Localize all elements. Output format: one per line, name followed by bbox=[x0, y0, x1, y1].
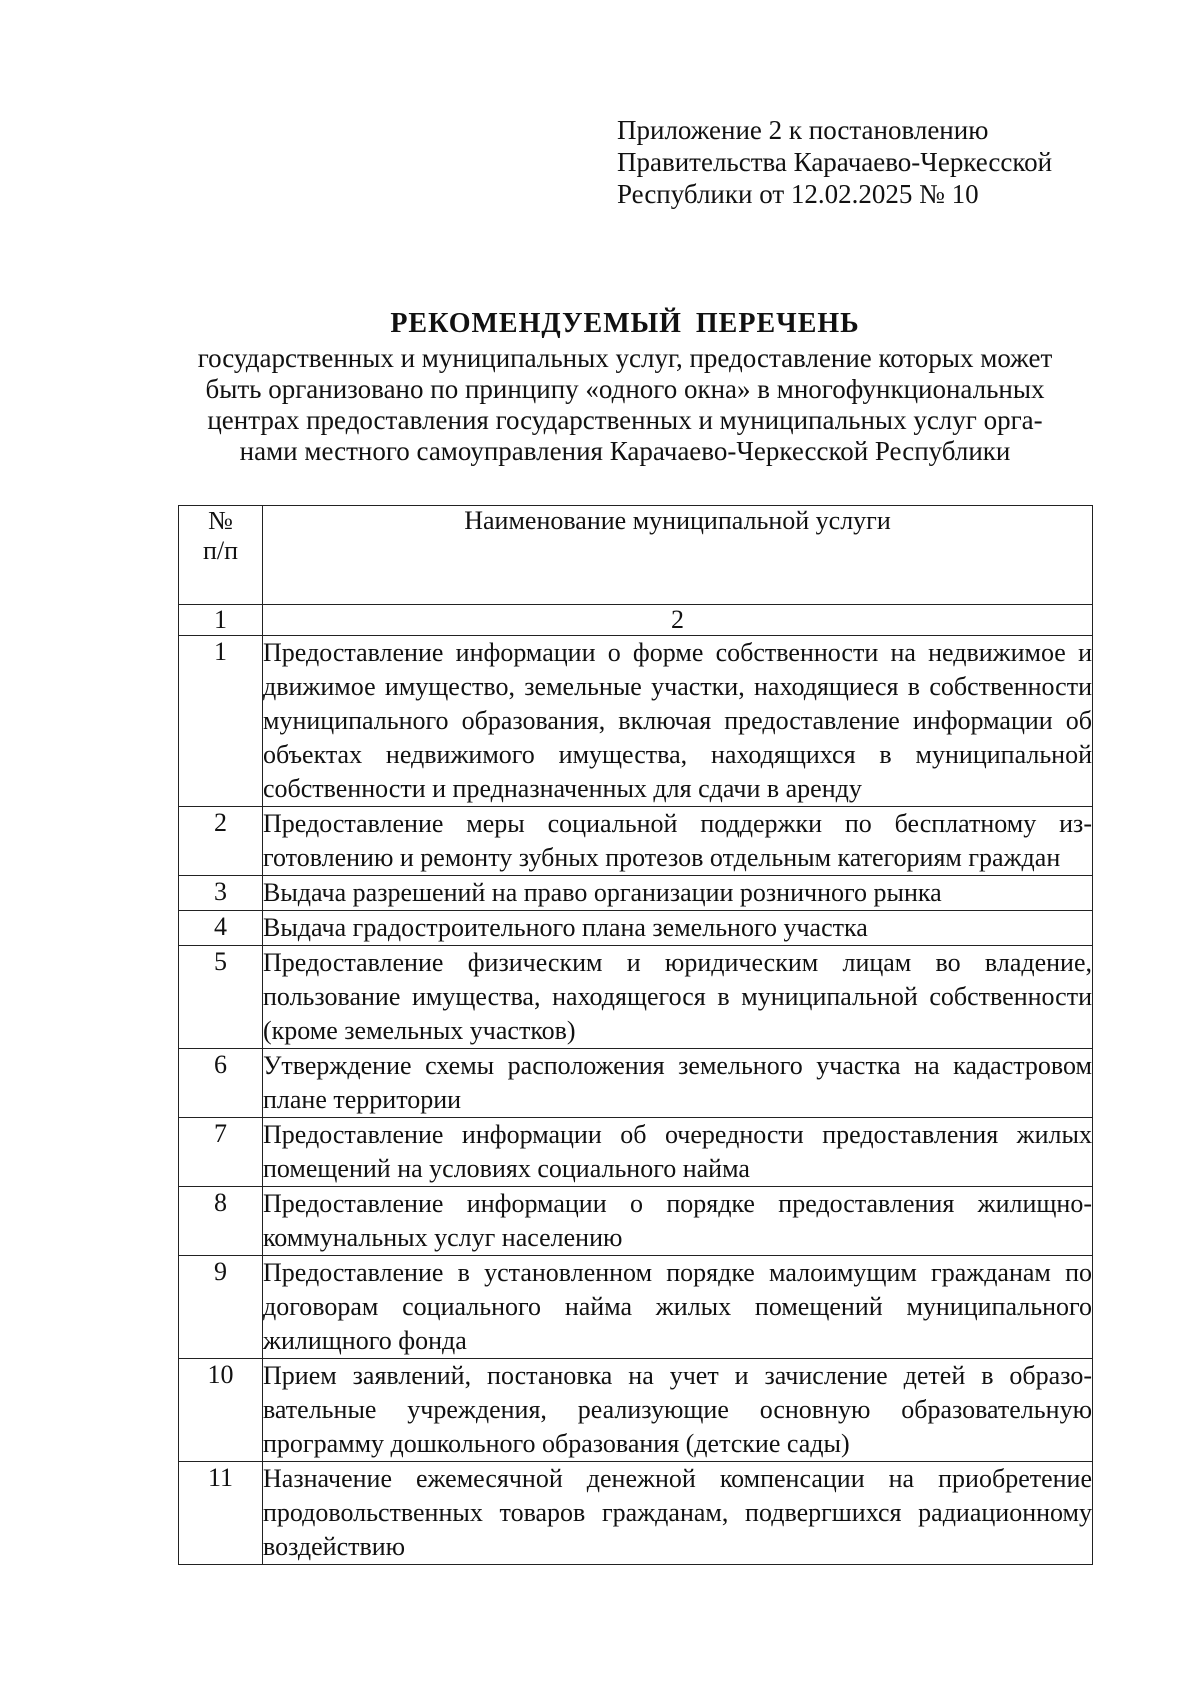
row-number: 9 bbox=[179, 1256, 263, 1359]
table-row bbox=[179, 876, 1093, 911]
table-row bbox=[179, 1256, 1093, 1359]
row-service-name: Предоставление в установленном порядке малоимущим гражданам по договорам социального найма жилых помещений муниципального жилищного фонда bbox=[263, 1256, 1093, 1359]
row-service-name: Предоставление меры социальной поддержки по бесплатному изготовлению и ремонту зубных протезов отдельным категориям граждан bbox=[263, 807, 1093, 876]
subtitle-line: центрах предоставления государственных и муниципальных услуг орга- bbox=[207, 405, 1043, 435]
header-service-name: Наименование муниципальной услуги bbox=[263, 506, 1093, 605]
header-number-abbrev: п/п bbox=[202, 536, 239, 565]
row-service-name: Выдача градостроительного плана земельного участка bbox=[263, 911, 1093, 946]
row-service-name: Предоставление информации о порядке предоставления жилищно-коммунальных услуг населению bbox=[263, 1187, 1093, 1256]
annex-reference bbox=[617, 114, 1137, 210]
annex-line: Республики от 12.02.2025 № 10 bbox=[617, 179, 979, 209]
annex-line: Правительства Карачаево-Черкесской bbox=[617, 147, 1053, 177]
row-service-name: Назначение ежемесячной денежной компенсации на приобретение продовольственных товаров гражданам, подвергшихся радиационному воздействию bbox=[263, 1462, 1093, 1565]
table-row bbox=[179, 1359, 1093, 1462]
table-row bbox=[179, 911, 1093, 946]
table-row bbox=[179, 946, 1093, 1049]
row-service-name: Предоставление информации о форме собственности на недвижимое и движимое имущество, земельные участки, находящиеся в собственности муниципального образования, включая предоставление информации об объектах недвижимого имущества, находящихся в муниципальной собственности и предназначенных для сдачи в аренду bbox=[263, 636, 1093, 807]
row-number: 4 bbox=[179, 911, 263, 946]
header-number bbox=[179, 506, 263, 605]
row-number: 7 bbox=[179, 1118, 263, 1187]
row-number: 10 bbox=[179, 1359, 263, 1462]
row-number: 11 bbox=[179, 1462, 263, 1565]
column-number-row bbox=[179, 605, 1093, 636]
row-number: 2 bbox=[179, 807, 263, 876]
row-service-name: Выдача разрешений на право организации розничного рынка bbox=[263, 876, 1093, 911]
table-header-row bbox=[179, 506, 1093, 605]
row-number: 3 bbox=[179, 876, 263, 911]
services-table bbox=[178, 505, 1093, 1565]
row-service-name: Утверждение схемы расположения земельного участка на кадастровом плане территории bbox=[263, 1049, 1093, 1118]
row-number: 5 bbox=[179, 946, 263, 1049]
document-title: РЕКОМЕНДУЕМЫЙ ПЕРЕЧЕНЬ bbox=[390, 308, 860, 339]
row-service-name: Предоставление физическим и юридическим лицам во владение, пользование имущества, находящегося в муниципальной собственности (кроме земельных участков) bbox=[263, 946, 1093, 1049]
title-block bbox=[170, 307, 1080, 467]
annex-line: Приложение 2 к постановлению bbox=[617, 115, 989, 145]
subtitle-line: быть организовано по принципу «одного окна» в многофункциональных bbox=[205, 374, 1045, 404]
document-subtitle bbox=[170, 343, 1080, 467]
header-number-symbol: № bbox=[208, 506, 233, 535]
row-number: 1 bbox=[179, 636, 263, 807]
row-service-name: Прием заявлений, постановка на учет и зачисление детей в образовательные учреждения, реализующие основную образовательную программу дошкольного образования (детские сады) bbox=[263, 1359, 1093, 1462]
row-number: 6 bbox=[179, 1049, 263, 1118]
table-row bbox=[179, 1187, 1093, 1256]
table-row bbox=[179, 1049, 1093, 1118]
column-number: 2 bbox=[263, 605, 1093, 636]
table-row bbox=[179, 1462, 1093, 1565]
subtitle-line: нами местного самоуправления Карачаево-Черкесской Республики bbox=[239, 436, 1011, 466]
row-number: 8 bbox=[179, 1187, 263, 1256]
table-row bbox=[179, 1118, 1093, 1187]
subtitle-line: государственных и муниципальных услуг, предоставление которых может bbox=[197, 343, 1053, 373]
column-number: 1 bbox=[179, 605, 263, 636]
row-service-name: Предоставление информации об очередности предоставления жилых помещений на условиях социального найма bbox=[263, 1118, 1093, 1187]
table-row bbox=[179, 636, 1093, 807]
table-row bbox=[179, 807, 1093, 876]
